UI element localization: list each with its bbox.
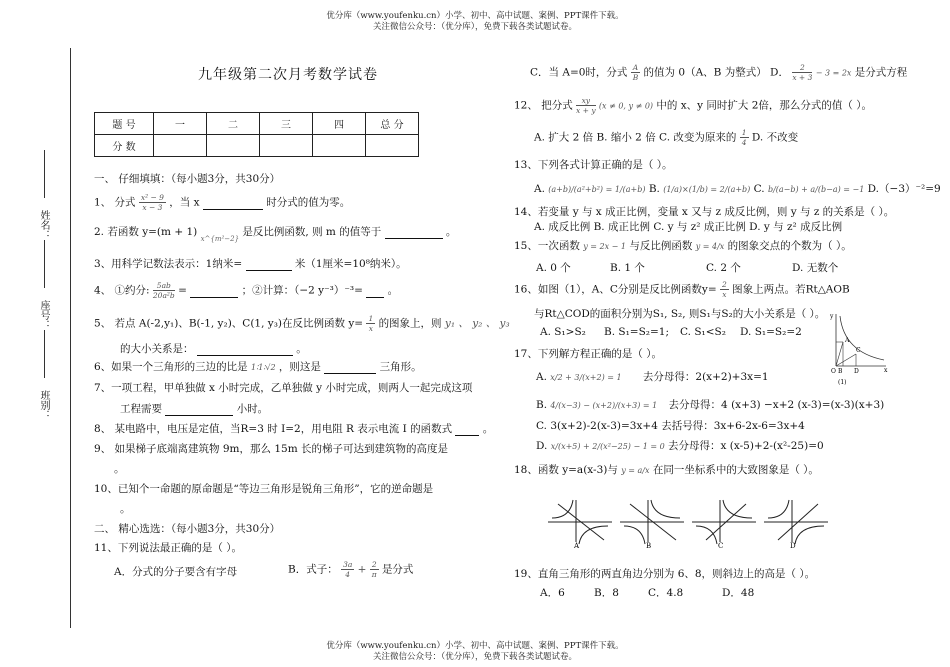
table-cell: 四 xyxy=(313,113,366,135)
question-15-option-b[interactable]: B. 1 个 xyxy=(610,262,645,274)
question-18: 18、函数 y=a(x-3)与 y = a/x 在同一坐标系中的大致图象是（ ）。 xyxy=(514,464,819,476)
footer-line-1: 优分库（www.youfenku.cn）小学、初中、高中试题、案例、PPT课件下载。 xyxy=(326,641,624,651)
footer-line-2: 关注微信公众号：（优分库），免费下载各类试题试卷。 xyxy=(372,652,577,662)
question-16: 16、如图（1），A、C分别是反比例函数y= $\frac{2}{x}$ 图象上两点。若Rt△AOB xyxy=(514,280,850,299)
class-blank-line xyxy=(44,330,45,378)
question-17-option-a[interactable]: A. x/2 + 3/(x+2) = 1 去分母得：2(x+2)+3x=1 xyxy=(536,371,769,383)
score-input-cell[interactable] xyxy=(154,135,207,157)
question-12-options[interactable]: A. 扩大 2 倍 B. 缩小 2 倍 C. 改变为原来的 $\frac{1}{4}$ D. 不改变 xyxy=(534,128,799,147)
table-cell: 三 xyxy=(260,113,313,135)
answer-blank[interactable] xyxy=(246,258,292,271)
question-11: 11、下列说法最正确的是（ ）。 xyxy=(94,542,242,554)
fig-label-d: D xyxy=(854,368,859,375)
answer-blank[interactable] xyxy=(165,403,233,416)
score-input-cell[interactable] xyxy=(260,135,313,157)
question-16-option-a[interactable]: A. S₁>S₂ xyxy=(540,326,586,338)
graph-label-b: B xyxy=(646,542,652,548)
figure-1-hyperbola xyxy=(826,308,890,388)
question-4: 4、 ①约分: $\frac{5ab}{\text{20a²b}}$ = ；②计算：（−2 y⁻³）⁻³= 。 xyxy=(94,281,399,300)
class-label: 班别： xyxy=(38,390,49,420)
question-19: 19、直角三角形的两直角边分别为 6、8，则斜边上的高是（ ）。 xyxy=(514,568,816,580)
answer-blank[interactable] xyxy=(324,361,376,374)
question-11-option-a[interactable]: A．分式的分子要含有字母 xyxy=(114,566,238,578)
answer-blank[interactable] xyxy=(197,343,293,356)
fig-label-x: x xyxy=(884,367,888,374)
question-7: 7、一项工程，甲单独做 x 小时完成，乙单独做 y 小时完成，则两人一起完成这项 xyxy=(94,382,473,394)
question-15-option-d[interactable]: D. 无数个 xyxy=(792,262,839,274)
table-cell: 总 分 xyxy=(366,113,419,135)
question-14: 14、若变量 y 与 x 成正比例，变量 x 又与 z 成反比例，则 y 与 z 的关系是（ ）。 xyxy=(514,206,895,218)
answer-blank[interactable] xyxy=(203,197,263,210)
question-14-options[interactable]: A. 成反比例 B. 成正比例 C. y 与 z² 成正比例 D. y 与 z² 成反比例 xyxy=(534,221,843,233)
table-cell: 二 xyxy=(207,113,260,135)
header-line-2: 关注微信公众号：（优分库），免费下载各类试题试卷。 xyxy=(372,22,577,32)
question-12: 12、 把分式 $\frac{xy}{x + y}$ (x ≠ 0, y ≠ 0) 中的 x、y 同时扩大 2倍，那么分式的值（ ）。 xyxy=(514,96,873,115)
question-19-option-b[interactable]: B．8 xyxy=(594,587,619,599)
score-input-cell[interactable] xyxy=(207,135,260,157)
question-17: 17、下列解方程正确的是（ ）。 xyxy=(514,348,662,360)
question-15-option-a[interactable]: A. 0 个 xyxy=(536,262,571,274)
table-row xyxy=(95,113,419,135)
question-3: 3、用科学记数法表示：1纳米= 米（1厘米=10⁸纳米）。 xyxy=(94,258,407,270)
page-title: 九年级第二次月考数学试卷 xyxy=(198,67,378,83)
table-cell: 一 xyxy=(154,113,207,135)
header-line-1: 优分库（www.youfenku.cn）小学、初中、高中试题、案例、PPT课件下载。 xyxy=(326,11,624,21)
question-17-option-b[interactable]: B. 4/(x−3) − (x+2)/(x+3) = 1 去分母得：4 (x+3) −x+2 (x-3)=(x-3)(x+3) xyxy=(536,399,885,411)
question-8: 8、 某电路中，电压是定值，当R=3 时 I=2，用电阻 R 表示电流 I 的函数式 。 xyxy=(94,423,494,435)
question-11-option-c[interactable]: C．当 A=0时，分式 $\frac{A}{B}$ 的值为 0（A、B 为整式） D． $\frac{2}{x + 3}$ − 3 = 2x 是分式方程 xyxy=(530,63,908,82)
question-15-option-c[interactable]: C. 2 个 xyxy=(706,262,741,274)
question-9-blank: 。 xyxy=(114,463,125,475)
question-2: 2. 若函数 y=(m + 1) $_{x\^{}\{m^2-2\}}$ 是反比例函数, 则 m 的值等于 。 xyxy=(94,226,457,243)
question-5: 5、 若点 A(-2,y₁)、B(-1, y₂)、C(1, y₃)在反比例函数 y= $\frac{1}{x}$ 的图象上，则 y₁ 、 y₂ 、 y₃ xyxy=(94,314,510,333)
question-17-option-d[interactable]: D. x/(x+5) + 2/(x²−25) − 1 = 0 去分母得：x (x-5)+2-(x²-25)=0 xyxy=(536,440,824,452)
fig-label-o: O xyxy=(831,368,836,375)
binding-line xyxy=(70,48,71,628)
graph-label-a: A xyxy=(574,542,580,548)
fig-label-b: B xyxy=(838,368,843,375)
name-blank-line xyxy=(44,150,45,198)
question-17-option-c[interactable]: C. 3(x+2)-2(x-3)=3x+4 去括号得：3x+6-2x-6=3x+4 xyxy=(536,420,805,432)
question-13-options[interactable]: A. (a+b)/(a²+b²) = 1/(a+b) B. (1/a)×(1/b) = 2/(a+b) C. b/(a−b) + a/(b−a) = −1 D.（−3）⁻²=9 xyxy=(534,183,941,195)
graph-label-d: D xyxy=(790,542,796,548)
question-16-line2: 与Rt△COD的面积分别为S₁, S₂, 则S₁与S₂的大小关系是（ ）。 xyxy=(534,308,826,320)
question-1: 1、 分式 $\frac{\text{x² − 9}}{x - 3}$ ，当 x 时分式的值为零。 xyxy=(94,193,351,212)
question-6: 6、如果一个三角形的三边的比是 1∶1∶√2 ，则这是 三角形。 xyxy=(94,361,422,373)
question-7-line2: 工程需要 小时。 xyxy=(120,403,269,415)
table-row xyxy=(95,135,419,157)
fig-caption: (1) xyxy=(838,379,847,386)
section2-heading: 二、 精心选选：（每小题3分，共30分） xyxy=(94,523,281,535)
score-table xyxy=(94,112,419,157)
score-input-cell[interactable] xyxy=(366,135,419,157)
question-19-option-d[interactable]: D．48 xyxy=(722,587,755,599)
question-16-option-c[interactable]: C. S₁<S₂ xyxy=(680,326,726,338)
answer-blank[interactable] xyxy=(385,226,443,239)
name-label: 姓名： xyxy=(38,210,49,240)
seat-blank-line xyxy=(44,240,45,288)
table-cell: 分 数 xyxy=(95,135,154,157)
question-10-blank: 。 xyxy=(120,503,131,515)
answer-blank[interactable] xyxy=(366,285,384,298)
question-19-option-c[interactable]: C．4.8 xyxy=(648,587,684,599)
question-13: 13、下列各式计算正确的是（ ）。 xyxy=(514,159,673,171)
seat-label: 座号： xyxy=(38,300,49,330)
answer-blank[interactable] xyxy=(455,423,479,436)
question-15: 15、一次函数 y = 2x − 1 与反比例函数 y = 4/x 的图象交点的个数为（ ）。 xyxy=(514,240,852,252)
fig-label-a: A xyxy=(845,337,850,344)
question-10: 10、已知个一命题的原命题是“等边三角形是锐角三角形”，它的逆命题是 xyxy=(94,483,434,495)
graph-label-c: C xyxy=(718,542,724,548)
fig-label-c: C xyxy=(856,347,861,354)
question-9: 9、 如果梯子底端离建筑物 9m，那么 15m 长的梯子可达到建筑物的高度是 xyxy=(94,443,448,455)
graph-option-a[interactable] xyxy=(548,496,612,548)
score-input-cell[interactable] xyxy=(313,135,366,157)
question-11-option-b[interactable]: B．式子： $\frac{3a}{4}$ + $\frac{2}{\pi}$ 是分式 xyxy=(288,560,414,579)
graph-option-c[interactable] xyxy=(692,496,756,548)
fig-label-y: y xyxy=(830,313,834,320)
section1-heading: 一、 仔细填填：（每小题3分，共30分） xyxy=(94,173,281,185)
graph-option-d[interactable] xyxy=(764,496,828,548)
graph-option-b[interactable] xyxy=(620,496,684,548)
question-16-option-d[interactable]: D. S₁=S₂=2 xyxy=(740,326,802,338)
question-5-line2: 的大小关系是： 。 xyxy=(120,343,307,355)
table-cell: 题 号 xyxy=(95,113,154,135)
question-19-option-a[interactable]: A．6 xyxy=(540,587,565,599)
question-16-option-b[interactable]: B. S₁=S₂=1; xyxy=(604,326,670,338)
answer-blank[interactable] xyxy=(190,285,238,298)
